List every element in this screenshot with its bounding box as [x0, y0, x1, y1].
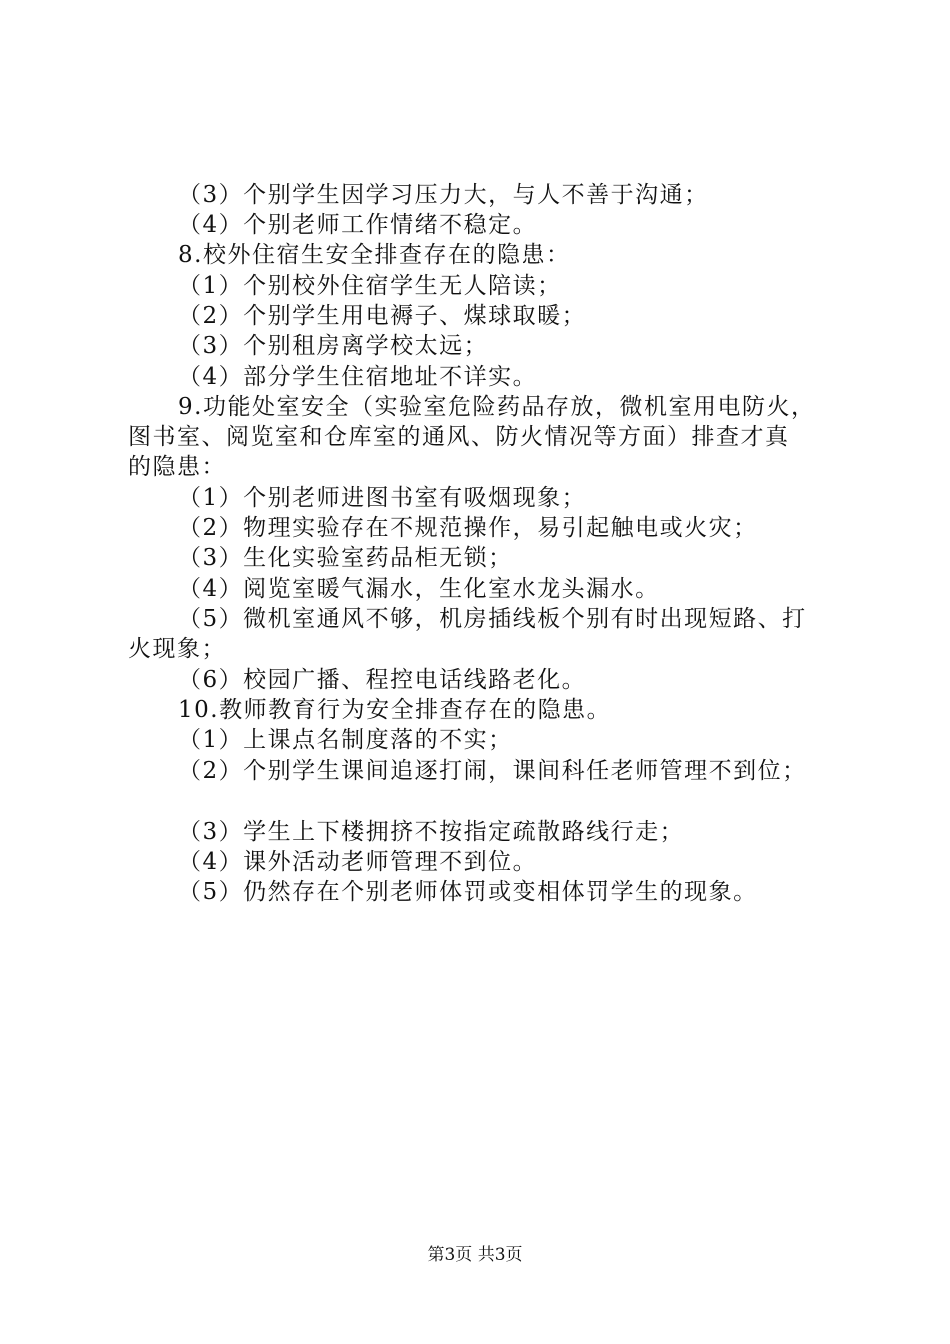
text-line-15: （5）微机室通风不够，机房插线板个别有时出现短路、打: [178, 606, 807, 632]
text-line-23: （5）仍然存在个别老师体罚或变相体罚学生的现象。: [178, 879, 758, 905]
text-line-22: （4）课外活动老师管理不到位。: [178, 849, 538, 875]
section-heading-9: 9.功能处室安全（实验室危险药品存放，微机室用电防火，: [178, 394, 816, 420]
text-line-7: （4）部分学生住宿地址不详实。: [178, 364, 538, 390]
text-line-1: （3）个别学生因学习压力大，与人不善于沟通；: [178, 182, 709, 208]
text-line-14: （4）阅览室暖气漏水，生化室水龙头漏水。: [178, 576, 660, 602]
section-heading-10: 10.教师教育行为安全排查存在的隐患。: [178, 697, 612, 723]
text-line-6: （3）个别租房离学校太远；: [178, 333, 489, 359]
text-line-16: 火现象；: [128, 636, 226, 662]
text-line-19: （1）上课点名制度落的不实；: [178, 727, 513, 753]
text-line-11: （1）个别老师进图书室有吸烟现象；: [178, 485, 587, 511]
text-line-5: （2）个别学生用电褥子、煤球取暖；: [178, 303, 587, 329]
text-line-21: （3）学生上下楼拥挤不按指定疏散路线行走；: [178, 819, 685, 845]
text-line-4: （1）个别校外住宿学生无人陪读；: [178, 273, 562, 299]
text-line-2: （4）个别老师工作情绪不稳定。: [178, 212, 538, 238]
text-line-9: 图书室、阅览室和仓库室的通风、防火情况等方面）排查才真: [128, 424, 790, 450]
page-number-footer: 第3页 共3页: [427, 1245, 523, 1265]
text-line-10: 的隐患：: [128, 454, 226, 480]
section-heading-8: 8.校外住宿生安全排查存在的隐患：: [178, 242, 571, 268]
text-line-20: （2）个别学生课间追逐打闹，课间科任老师管理不到位；: [178, 758, 807, 784]
text-line-13: （3）生化实验室药品柜无锁；: [178, 545, 513, 571]
text-line-17: （6）校园广播、程控电话线路老化。: [178, 667, 587, 693]
text-line-12: （2）物理实验存在不规范操作，易引起触电或火灾；: [178, 515, 758, 541]
